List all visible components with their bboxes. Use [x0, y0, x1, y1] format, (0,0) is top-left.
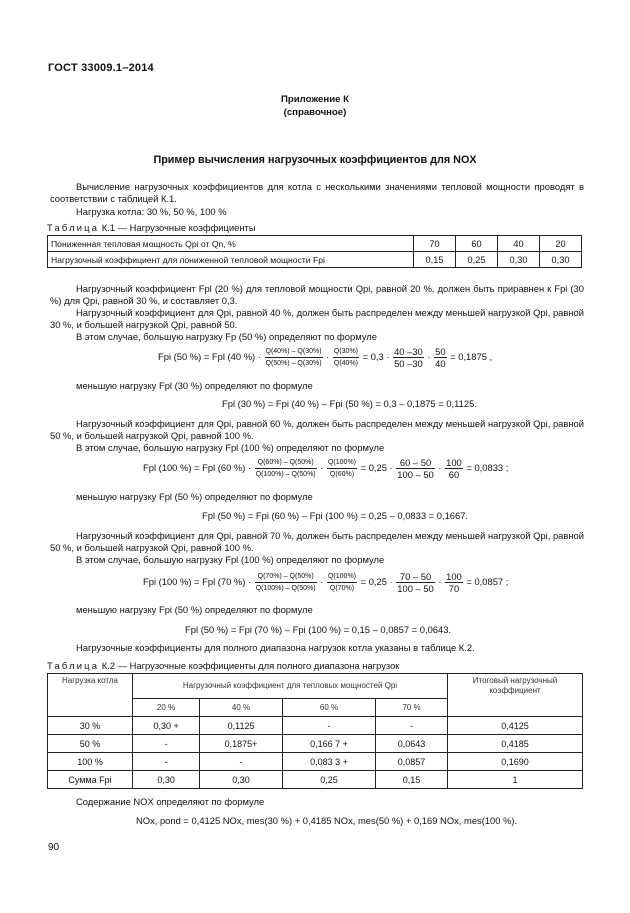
table-cell: 0,25	[282, 771, 375, 789]
formula-1: Fpi (50 %) = Fpl (40 %) · $\frac{Q(40\%) - Q(30\%)}{Q(50\%) - Q(30\%)}$ · $\frac{Q(30\%)}{Q(40\%)}$ = 0,3 · $\frac{40 -30}{50 -30}$ · $\frac{50}{40}$ = 0,1875 ,	[158, 346, 493, 369]
table-cell: 60	[456, 236, 498, 252]
column-header: 60 %	[282, 699, 375, 717]
table-row	[48, 735, 583, 753]
page-title: Пример вычисления нагрузочных коэффициентов для NOX	[153, 154, 477, 166]
table-cell: 0,0857	[376, 753, 448, 771]
paragraph: В этом случае, большую нагрузку Fpl (100 %) определяют по формуле	[76, 442, 385, 453]
formula-4: Fpl (50 %) = Fpi (60 %) – Fpi (100 %) = 0,25 – 0,0833 = 0,1667.	[202, 510, 469, 521]
table-cell: -	[282, 717, 375, 735]
table-cell: -	[133, 735, 200, 753]
table-cell: 0,1125	[200, 717, 283, 735]
table-cell: 0,4185	[448, 735, 583, 753]
table-cell: Сумма Fpi	[48, 771, 133, 789]
formula-7: NOx, pond = 0,4125 NOx, mes(30 %) + 0,4185 NOx, mes(50 %) + 0,169 NOx, mes(100 %).	[136, 815, 518, 826]
table-cell: 0,1875+	[200, 735, 283, 753]
formula-5: Fpi (100 %) = Fpl (70 %) · $\frac{Q(70\%) - Q(50\%)}{Q(100\%) - Q(50\%)}$ · $\frac{Q(100\%)}{Q(70\%)}$ = 0,25 · $\frac{70 - 50}{100 - 50}$ · $\frac{100}{70}$ = 0,0857 ;	[143, 571, 509, 594]
table-row	[48, 717, 583, 735]
paragraph: Нагрузочный коэффициент Fpl (20 %) для тепловой мощности Qpi, равной 20 %, должен быть приравнен к Fpi (30 %) для Qpi, равной 30 %, и составляет 0,3.	[50, 283, 584, 306]
paragraph: меньшую нагрузку Fpl (50 %) определяют по формуле	[76, 491, 313, 502]
paragraph: В этом случае, большую нагрузку Fp (50 %) определяют по формуле	[76, 331, 377, 342]
table-row	[48, 771, 583, 789]
formula-3: Fpl (100 %) = Fpl (60 %) · $\frac{Q(60\%) - Q(50\%)}{Q(100\%) - Q(50\%)}$ · $\frac{Q(100\%)}{Q(60\%)}$ = 0,25 · $\frac{60 - 50}{100 - 50}$ · $\frac{100}{60}$ = 0,0833 ;	[143, 457, 509, 480]
formula-6: Fpl (50 %) = Fpi (70 %) – Fpi (100 %) = 0,15 – 0,0857 = 0,0643.	[185, 624, 452, 635]
appendix-label: Приложение К	[281, 94, 349, 105]
table-row	[48, 753, 583, 771]
table-cell: 0,15	[376, 771, 448, 789]
table-cell: 0,083 3 +	[282, 753, 375, 771]
table1-caption: Таблица К.1 — Нагрузочные коэффициенты	[47, 222, 256, 233]
document-header: ГОСТ 33009.1–2014	[48, 62, 154, 74]
table-cell: -	[200, 753, 283, 771]
row-label: Пониженная тепловая мощность Qpi от Qn, %	[48, 236, 414, 252]
column-header: 40 %	[200, 699, 283, 717]
table-cell: 0,30	[200, 771, 283, 789]
table-cell: 1	[448, 771, 583, 789]
table-cell: 0,30	[540, 252, 582, 268]
paragraph: Нагрузочный коэффициент для Qpi, равной 60 %, должен быть распределен между меньшей нагрузкой Qpi, равной 50 %, и большей нагрузкой Qpi, равной 100 %.	[50, 418, 584, 441]
table-load-coefficients	[47, 235, 582, 268]
paragraph: меньшую нагрузку Fpl (30 %) определяют по формуле	[76, 380, 313, 391]
table-cell: 0,0643	[376, 735, 448, 753]
intro-paragraph: Вычисление нагрузочных коэффициентов для котла с несколькими значениями тепловой мощности проводят в соответствии с таблицей К.1.	[50, 181, 584, 204]
table-header-row	[48, 674, 583, 699]
table-cell: 0,15	[414, 252, 456, 268]
table2-caption: Таблица К.2 — Нагрузочные коэффициенты для полного диапазона нагрузок	[47, 660, 400, 671]
paragraph: Нагрузочные коэффициенты для полного диапазона нагрузок котла указаны в таблице К.2.	[76, 642, 475, 653]
table-cell: 0,30 +	[133, 717, 200, 735]
page-number: 90	[48, 842, 60, 853]
table-cell: 100 %	[48, 753, 133, 771]
paragraph: Нагрузочный коэффициент для Qpi, равной 70 %, должен быть распределен между меньшей нагрузкой Qpi, равной 50 %, и большей нагрузкой Qpi, равной 100 %.	[50, 530, 584, 553]
column-header-load: Нагрузка котла	[48, 674, 133, 717]
column-header: 20 %	[133, 699, 200, 717]
table-cell: 30 %	[48, 717, 133, 735]
boiler-loads: Нагрузка котла: 30 %, 50 %, 100 %	[76, 206, 227, 217]
formula-2: Fpl (30 %) = Fpi (40 %) – Fpi (50 %) = 0,3 – 0,1875 = 0,1125.	[222, 398, 477, 409]
table-row	[48, 236, 582, 252]
table-full-range-coefficients	[47, 673, 583, 789]
appendix-heading	[0, 93, 630, 119]
paragraph: Содержание NOX определяют по формуле	[76, 796, 265, 807]
table-cell: 40	[498, 236, 540, 252]
table-cell: 0,4125	[448, 717, 583, 735]
table-cell: 0,30	[133, 771, 200, 789]
table-cell: 70	[414, 236, 456, 252]
table-cell: 0,166 7 +	[282, 735, 375, 753]
paragraph: меньшую нагрузку Fpi (50 %) определяют по формуле	[76, 604, 313, 615]
table-cell: 0,1690	[448, 753, 583, 771]
column-header-total: Итоговый нагрузочный коэффициент	[448, 674, 583, 717]
row-label: Нагрузочный коэффициент для пониженной тепловой мощности Fpi	[48, 252, 414, 268]
paragraph: Нагрузочный коэффициент для Qpi, равной 40 %, должен быть распределен между меньшей нагрузкой Qpi, равной 30 %, и большей нагрузкой Qpi, равной 50.	[50, 307, 584, 330]
table-cell: 0,25	[456, 252, 498, 268]
table-cell: 0,30	[498, 252, 540, 268]
column-header-coefficient: Нагрузочный коэффициент для тепловых мощностей Qpi	[133, 674, 448, 699]
table-cell: 50 %	[48, 735, 133, 753]
paragraph: В этом случае, большую нагрузку Fpl (100 %) определяют по формуле	[76, 554, 385, 565]
table-row	[48, 252, 582, 268]
appendix-type: (справочное)	[283, 107, 347, 118]
table-cell: -	[133, 753, 200, 771]
column-header: 70 %	[376, 699, 448, 717]
table-cell: -	[376, 717, 448, 735]
table-cell: 20	[540, 236, 582, 252]
